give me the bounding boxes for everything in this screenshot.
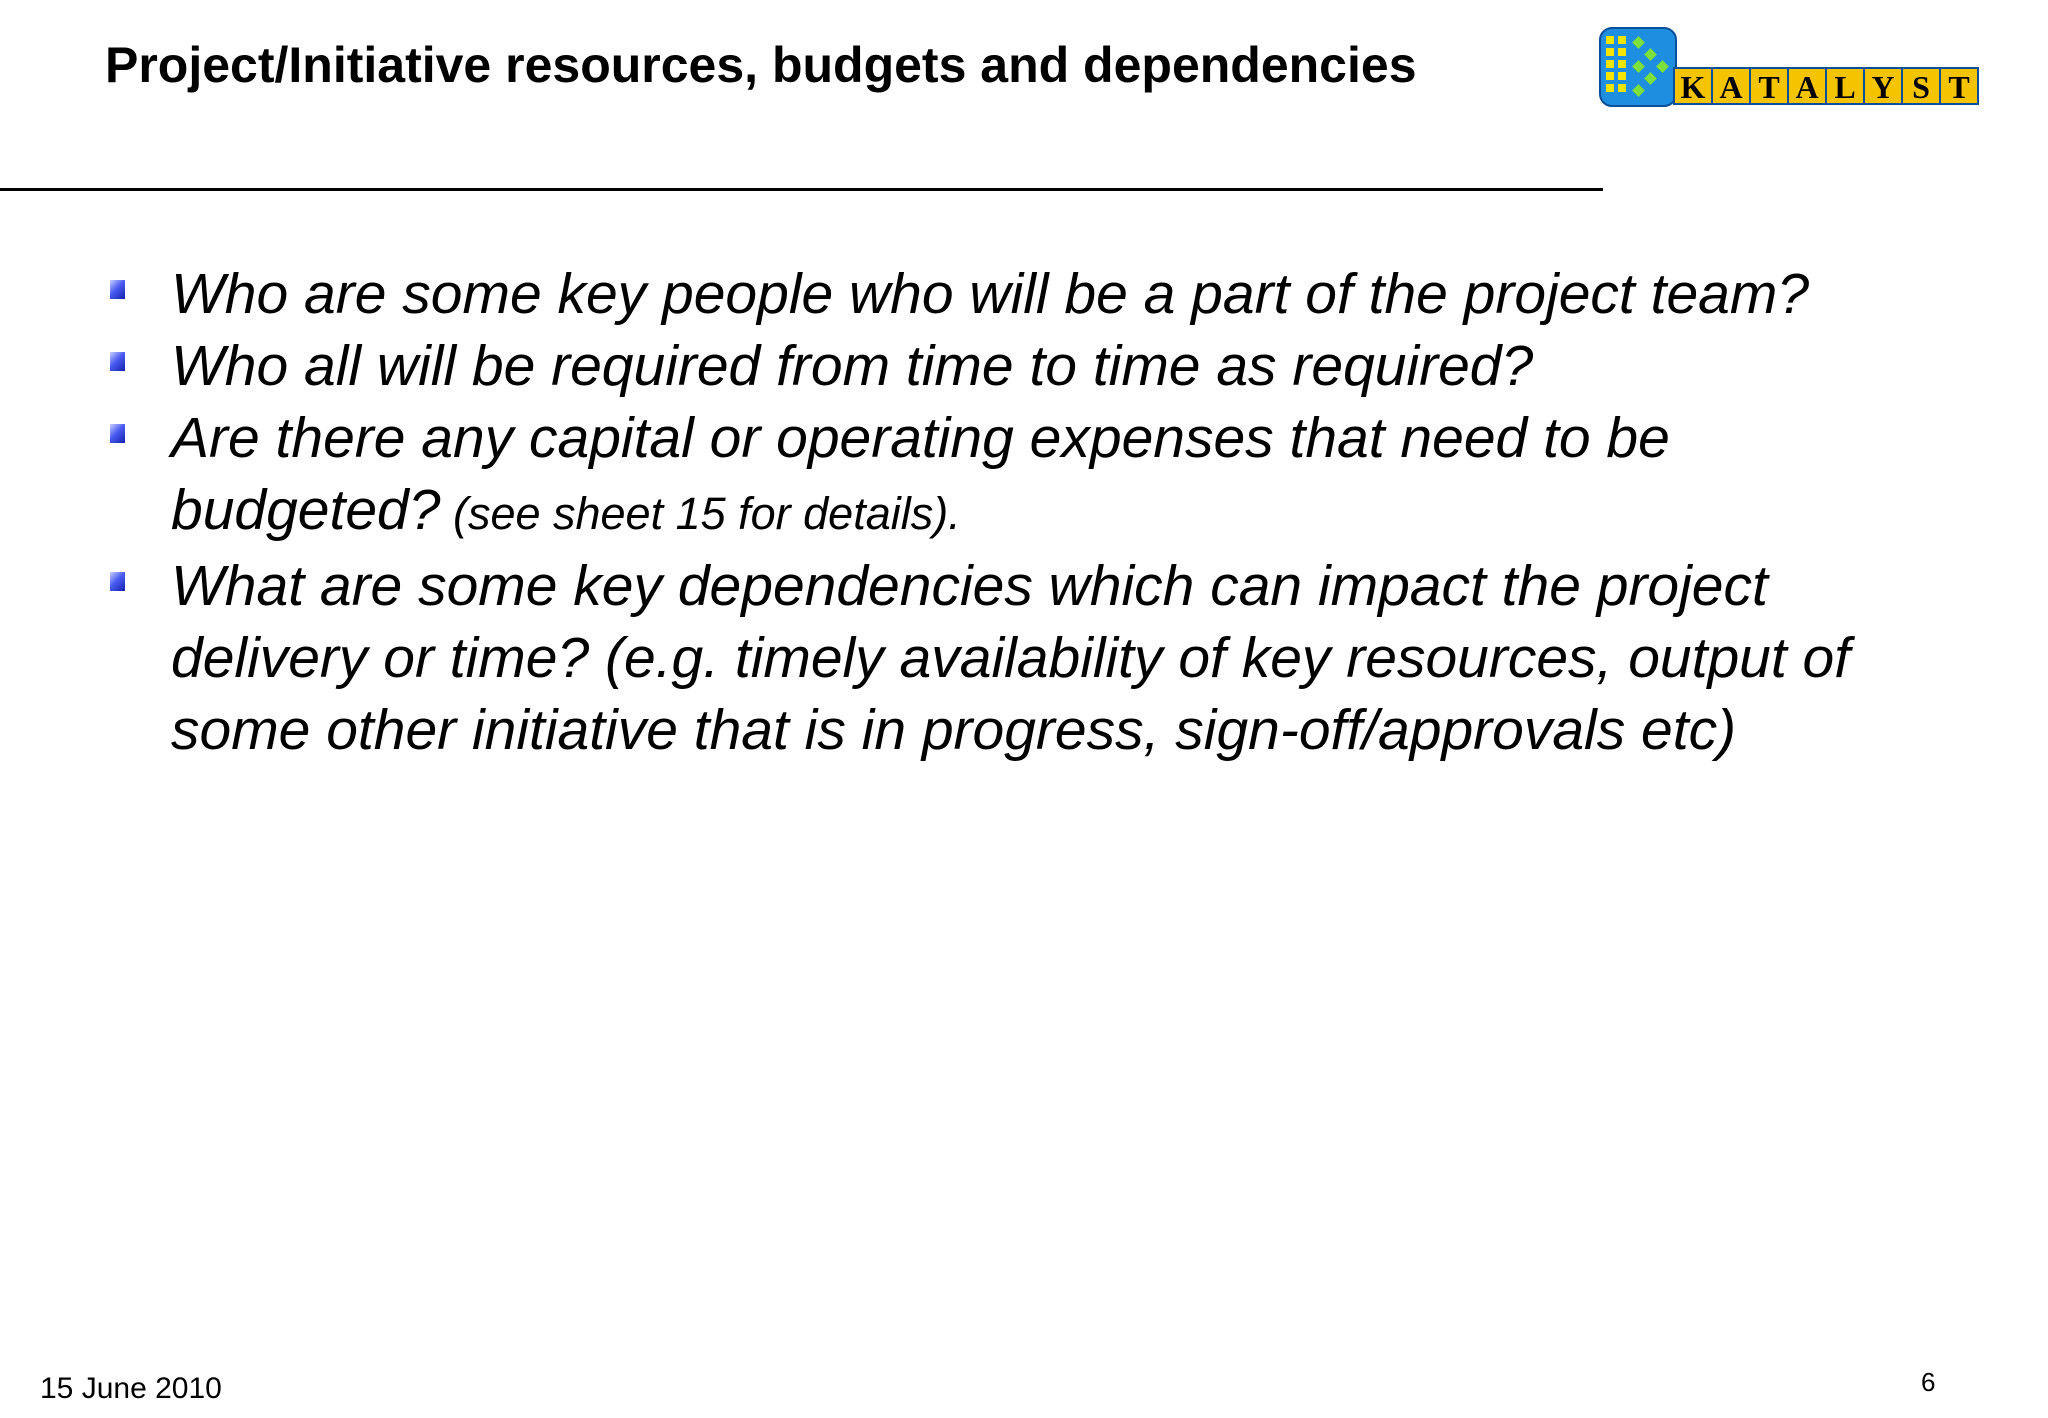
katalyst-logo <box>1598 26 1990 110</box>
logo-letter: T <box>1758 69 1780 105</box>
bullet-item <box>110 402 1930 550</box>
bullet-square-icon <box>110 572 125 591</box>
bullet-item <box>110 258 1930 330</box>
bullet-item <box>110 550 1930 766</box>
bullet-text: Who all will be required from time to time as required? <box>171 334 1534 398</box>
logo-letter: T <box>1948 69 1970 105</box>
bullet-text: What are some key dependencies which can impact the project delivery or time? (e.g. timely availability of key resources, output of some other initiative that is in progress, sign-off/approvals etc) <box>171 554 1851 762</box>
bullet-square-icon <box>110 280 125 299</box>
title-divider <box>0 188 1603 191</box>
logo-letter: K <box>1680 69 1706 105</box>
footer-date: 15 June 2010 <box>40 1372 222 1405</box>
bullet-item <box>110 330 1930 402</box>
bullet-list <box>110 258 1930 766</box>
logo-letter: A <box>1719 69 1743 105</box>
bullet-note: (see sheet 15 for details). <box>440 488 961 539</box>
bullet-text: Are there any capital or operating expenses that need to be budgeted? <box>171 406 1670 542</box>
bullet-square-icon <box>110 352 125 371</box>
logo-letter: Y <box>1871 69 1895 105</box>
bullet-square-icon <box>110 424 125 443</box>
bullet-text: Who are some key people who will be a part of the project team? <box>171 262 1810 326</box>
logo-letter: A <box>1795 69 1819 105</box>
slide-title: Project/Initiative resources, budgets and dependencies <box>105 37 1417 93</box>
page-number: 6 <box>1921 1367 1936 1397</box>
logo-letter: L <box>1834 69 1856 105</box>
logo-letter: S <box>1912 69 1930 105</box>
